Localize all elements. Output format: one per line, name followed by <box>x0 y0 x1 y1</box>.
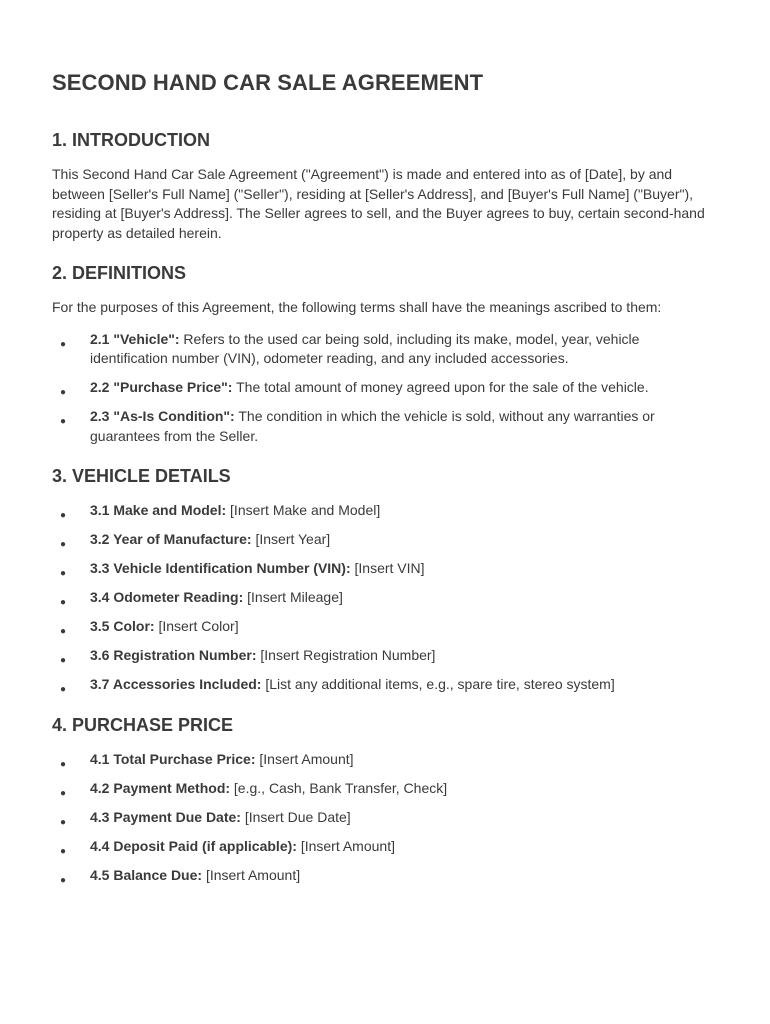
document-title: SECOND HAND CAR SALE AGREEMENT <box>52 70 484 95</box>
bullet-icon: ● <box>60 787 67 799</box>
list-item <box>52 501 720 521</box>
bullet-icon: ● <box>60 597 67 608</box>
item-text: [Insert Make and Model] <box>226 502 381 518</box>
list-item <box>52 837 720 857</box>
item-text: [Insert Year] <box>251 531 331 547</box>
item-label: 3.2 Year of Manufacture: <box>90 531 252 547</box>
item-label: 3.3 Vehicle Identification Number (VIN): <box>90 560 351 576</box>
definitions-list <box>52 330 720 447</box>
item-label: 4.3 Payment Due Date: <box>90 808 241 825</box>
item-label: 2.2 "Purchase Price": <box>90 379 233 395</box>
section-introduction <box>52 130 720 243</box>
bullet-icon: ● <box>60 626 67 637</box>
bullet-icon: ● <box>60 539 67 550</box>
item-text: Refers to the used car being sold, including its make, model, year, vehicle identification number (VIN), odometer reading, and any included accessories. <box>90 330 640 366</box>
list-item <box>52 866 720 886</box>
list-item <box>52 750 720 770</box>
item-label: 2.1 "Vehicle": <box>90 330 180 347</box>
item-text: [Insert Due Date] <box>240 808 351 825</box>
item-text: [Insert Mileage] <box>243 589 343 605</box>
bullet-icon: ● <box>60 655 67 666</box>
item-label: 3.4 Odometer Reading: <box>90 589 244 605</box>
section-heading: 4. PURCHASE PRICE <box>52 714 234 735</box>
item-label: 4.1 Total Purchase Price: <box>90 750 256 767</box>
section-heading: 1. INTRODUCTION <box>52 130 211 150</box>
list-item <box>52 330 720 369</box>
list-item <box>52 646 720 666</box>
section-vehicle-details <box>52 466 720 695</box>
item-label: 3.7 Accessories Included: <box>90 676 262 692</box>
list-item <box>52 617 720 637</box>
item-label: 3.6 Registration Number: <box>90 647 257 663</box>
list-item <box>52 378 720 398</box>
bullet-icon: ● <box>60 684 67 695</box>
list-item <box>52 588 720 608</box>
section-heading: 3. VEHICLE DETAILS <box>52 466 231 486</box>
item-text: The condition in which the vehicle is sold, without any warranties or guarantees from the Seller. <box>90 408 655 444</box>
item-text: [Insert Amount] <box>255 750 354 767</box>
section-purchase-price <box>52 715 720 886</box>
item-text: [Insert Amount] <box>296 837 395 854</box>
item-label: 4.5 Balance Due: <box>90 866 203 883</box>
section-heading: 2. DEFINITIONS <box>52 263 187 283</box>
item-label: 2.3 "As-Is Condition": <box>90 408 235 424</box>
item-text: The total amount of money agreed upon for the sale of the vehicle. <box>232 379 649 395</box>
bullet-icon: ● <box>60 758 67 770</box>
bullet-icon: ● <box>60 416 67 427</box>
list-item <box>52 675 720 695</box>
bullet-icon: ● <box>60 387 67 398</box>
item-text: [Insert VIN] <box>350 560 425 576</box>
bullet-icon: ● <box>60 845 67 857</box>
item-text: [e.g., Cash, Bank Transfer, Check] <box>230 779 448 796</box>
bullet-icon: ● <box>60 568 67 579</box>
purchase-price-list <box>52 750 720 886</box>
item-text: [Insert Color] <box>154 618 239 634</box>
item-text: [Insert Registration Number] <box>256 647 436 663</box>
list-item <box>52 779 720 799</box>
list-item <box>52 530 720 550</box>
bullet-icon: ● <box>60 338 67 350</box>
item-text: [Insert Amount] <box>202 866 301 883</box>
item-label: 3.1 Make and Model: <box>90 502 227 518</box>
item-label: 4.4 Deposit Paid (if applicable): <box>90 837 297 854</box>
bullet-icon: ● <box>60 874 67 886</box>
bullet-icon: ● <box>60 816 67 828</box>
bullet-icon: ● <box>60 510 67 521</box>
section-paragraph: This Second Hand Car Sale Agreement ("Agreement") is made and entered into as of [Date], by and between [Seller's Full Name] ("Seller"), residing at [Seller's Address], and [Buyer's Full Name] ("Buyer"), residing at [Buyer's Address]. The Seller agrees to sell, and the Buyer agrees to buy, certain second-hand property as detailed herein. <box>52 166 705 241</box>
vehicle-details-list <box>52 501 720 695</box>
section-definitions <box>52 263 720 446</box>
list-item <box>52 808 720 828</box>
item-label: 4.2 Payment Method: <box>90 779 231 796</box>
list-item <box>52 559 720 579</box>
section-paragraph: For the purposes of this Agreement, the following terms shall have the meanings ascribed to them: <box>52 299 662 315</box>
list-item <box>52 407 720 446</box>
item-text: [List any additional items, e.g., spare tire, stereo system] <box>261 676 615 692</box>
item-label: 3.5 Color: <box>90 618 155 634</box>
